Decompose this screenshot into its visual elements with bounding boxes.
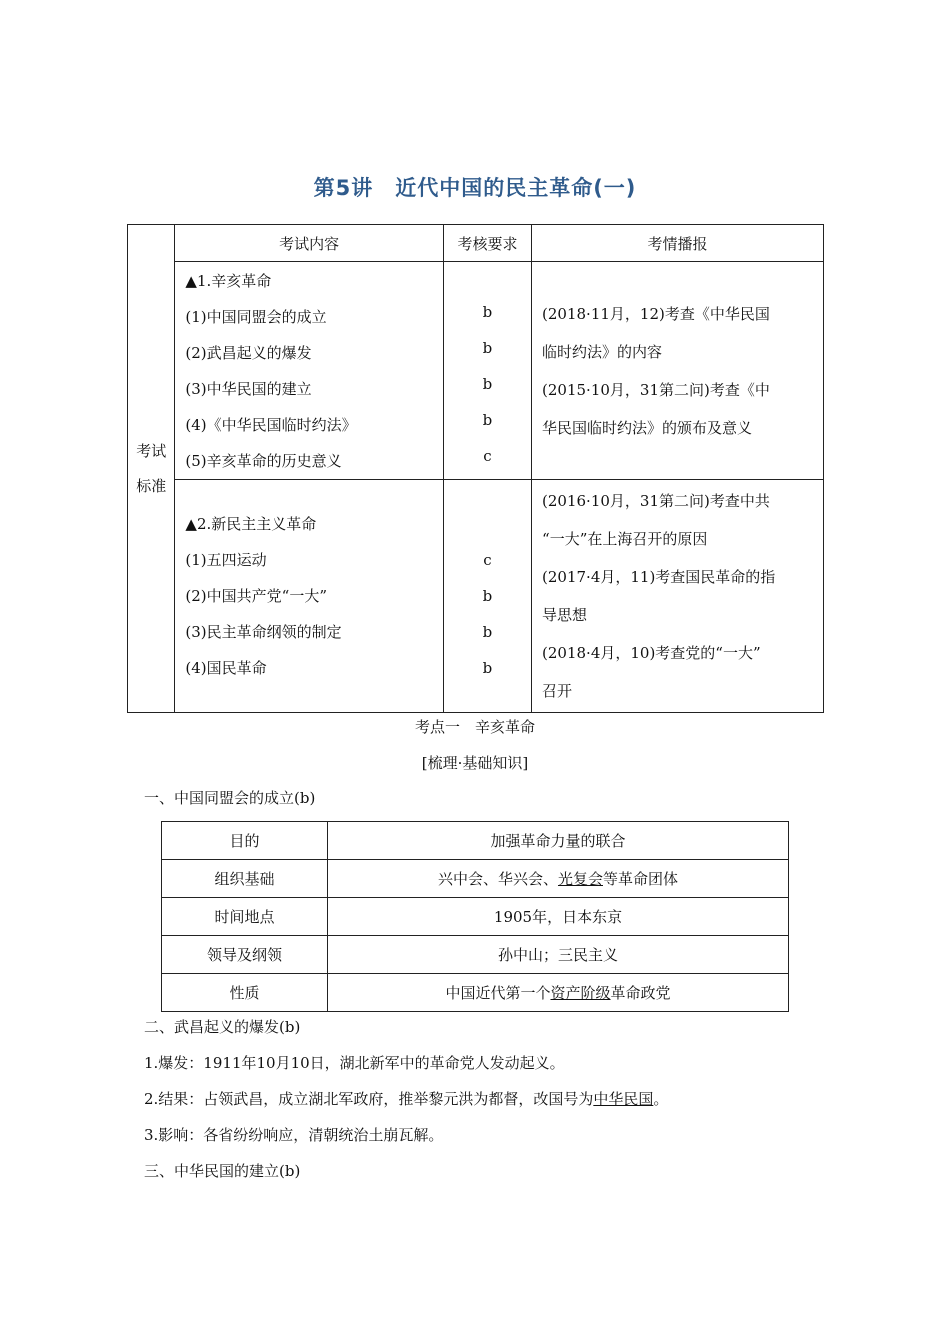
content-line: (3)民主革命纲领的制定 xyxy=(185,623,342,641)
row-key: 时间地点 xyxy=(162,898,328,936)
content-line: ▲1.辛亥革命 xyxy=(185,271,272,290)
row-key: 性质 xyxy=(162,974,328,1012)
group1-info xyxy=(532,262,824,480)
value-text: 中国近代第一个 xyxy=(445,984,551,1002)
table-row xyxy=(162,936,789,974)
value-text: 等革命团体 xyxy=(603,870,679,888)
content-line: (1)中国同盟会的成立 xyxy=(185,307,327,326)
content-line: (2)中国共产党“一大” xyxy=(185,587,327,605)
part2-heading: 二、武昌起义的爆发(b) xyxy=(144,1018,301,1036)
table-row xyxy=(162,860,789,898)
item-text: 2.结果：占领武昌，成立湖北军政府，推举黎元洪为都督，改国号为 xyxy=(144,1090,594,1108)
info-line: “一大”在上海召开的原因 xyxy=(542,530,708,548)
content-line: (1)五四运动 xyxy=(185,551,267,569)
sub-heading: [梳理·基础知识] xyxy=(421,754,529,772)
side-label-line1: 考试 xyxy=(136,441,167,460)
group1-content xyxy=(175,262,443,480)
underlined-answer: 资产阶级 xyxy=(550,984,611,1002)
side-label xyxy=(128,225,175,713)
exam-standards-table xyxy=(127,224,824,713)
row-value: 1905年，日本东京 xyxy=(328,898,789,936)
group2-content xyxy=(175,480,443,713)
info-line: (2015·10月，31第二问)考查《中 xyxy=(542,380,770,399)
row-value xyxy=(328,860,789,898)
info-line: (2016·10月，31第二问)考查中共 xyxy=(542,492,770,510)
content-line: (4)国民革命 xyxy=(185,659,267,677)
group1-requirements xyxy=(443,262,531,480)
side-label-line2: 标准 xyxy=(136,476,167,495)
underlined-answer: 中华民国 xyxy=(593,1090,654,1108)
page-title: 第5讲 近代中国的民主革命(一) xyxy=(313,176,637,200)
requirement-value: c xyxy=(483,446,492,465)
requirement-value: b xyxy=(482,338,493,357)
info-line: 导思想 xyxy=(542,606,588,624)
item-text: 。 xyxy=(653,1090,669,1108)
part2-item-2 xyxy=(144,1088,668,1109)
requirement-value: b xyxy=(482,659,493,677)
part3-heading: 三、中华民国的建立(b) xyxy=(144,1162,301,1180)
info-line: (2017·4月，11)考查国民革命的指 xyxy=(542,568,776,586)
group2-info xyxy=(532,480,824,713)
row-key: 领导及纲领 xyxy=(162,936,328,974)
info-line: (2018·4月，10)考查党的“一大” xyxy=(542,644,761,662)
table-row xyxy=(162,898,789,936)
value-text: 兴中会、华兴会、 xyxy=(437,870,558,888)
info-line: 临时约法》的内容 xyxy=(542,342,663,361)
requirement-value: b xyxy=(482,374,493,393)
content-line: ▲2.新民主主义革命 xyxy=(185,515,317,533)
header-info: 考情播报 xyxy=(532,225,824,262)
row-value: 加强革命力量的联合 xyxy=(328,822,789,860)
part1-heading: 一、中国同盟会的成立(b) xyxy=(144,789,316,807)
content-line: (4)《中华民国临时约法》 xyxy=(185,415,357,434)
part2-item-1: 1.爆发：1911年10月10日，湖北新军中的革命党人发动起义。 xyxy=(144,1054,565,1072)
header-requirement: 考核要求 xyxy=(443,225,531,262)
content-line: (2)武昌起义的爆发 xyxy=(185,343,312,362)
header-content: 考试内容 xyxy=(175,225,443,262)
row-value xyxy=(328,974,789,1012)
value-text: 革命政党 xyxy=(610,984,671,1002)
requirement-value: b xyxy=(482,623,493,641)
underlined-answer: 光复会 xyxy=(557,870,603,888)
part2-item-3: 3.影响：各省纷纷响应，清朝统治土崩瓦解。 xyxy=(144,1126,444,1144)
table-row xyxy=(162,822,789,860)
row-key: 目的 xyxy=(162,822,328,860)
group2-requirements xyxy=(443,480,531,713)
row-value: 孙中山；三民主义 xyxy=(328,936,789,974)
requirement-value: b xyxy=(482,302,493,321)
info-line: 召开 xyxy=(542,682,573,700)
info-line: (2018·11月，12)考查《中华民国 xyxy=(542,304,770,323)
content-line: (3)中华民国的建立 xyxy=(185,379,312,398)
content-line: (5)辛亥革命的历史意义 xyxy=(185,451,342,470)
requirement-value: b xyxy=(482,410,493,429)
section-heading: 考点一 辛亥革命 xyxy=(414,718,535,736)
table-row xyxy=(162,974,789,1012)
tongmenghui-table xyxy=(161,821,789,1012)
info-line: 华民国临时约法》的颁布及意义 xyxy=(542,418,753,437)
requirement-value: c xyxy=(483,551,492,569)
row-key: 组织基础 xyxy=(162,860,328,898)
requirement-value: b xyxy=(482,587,493,605)
